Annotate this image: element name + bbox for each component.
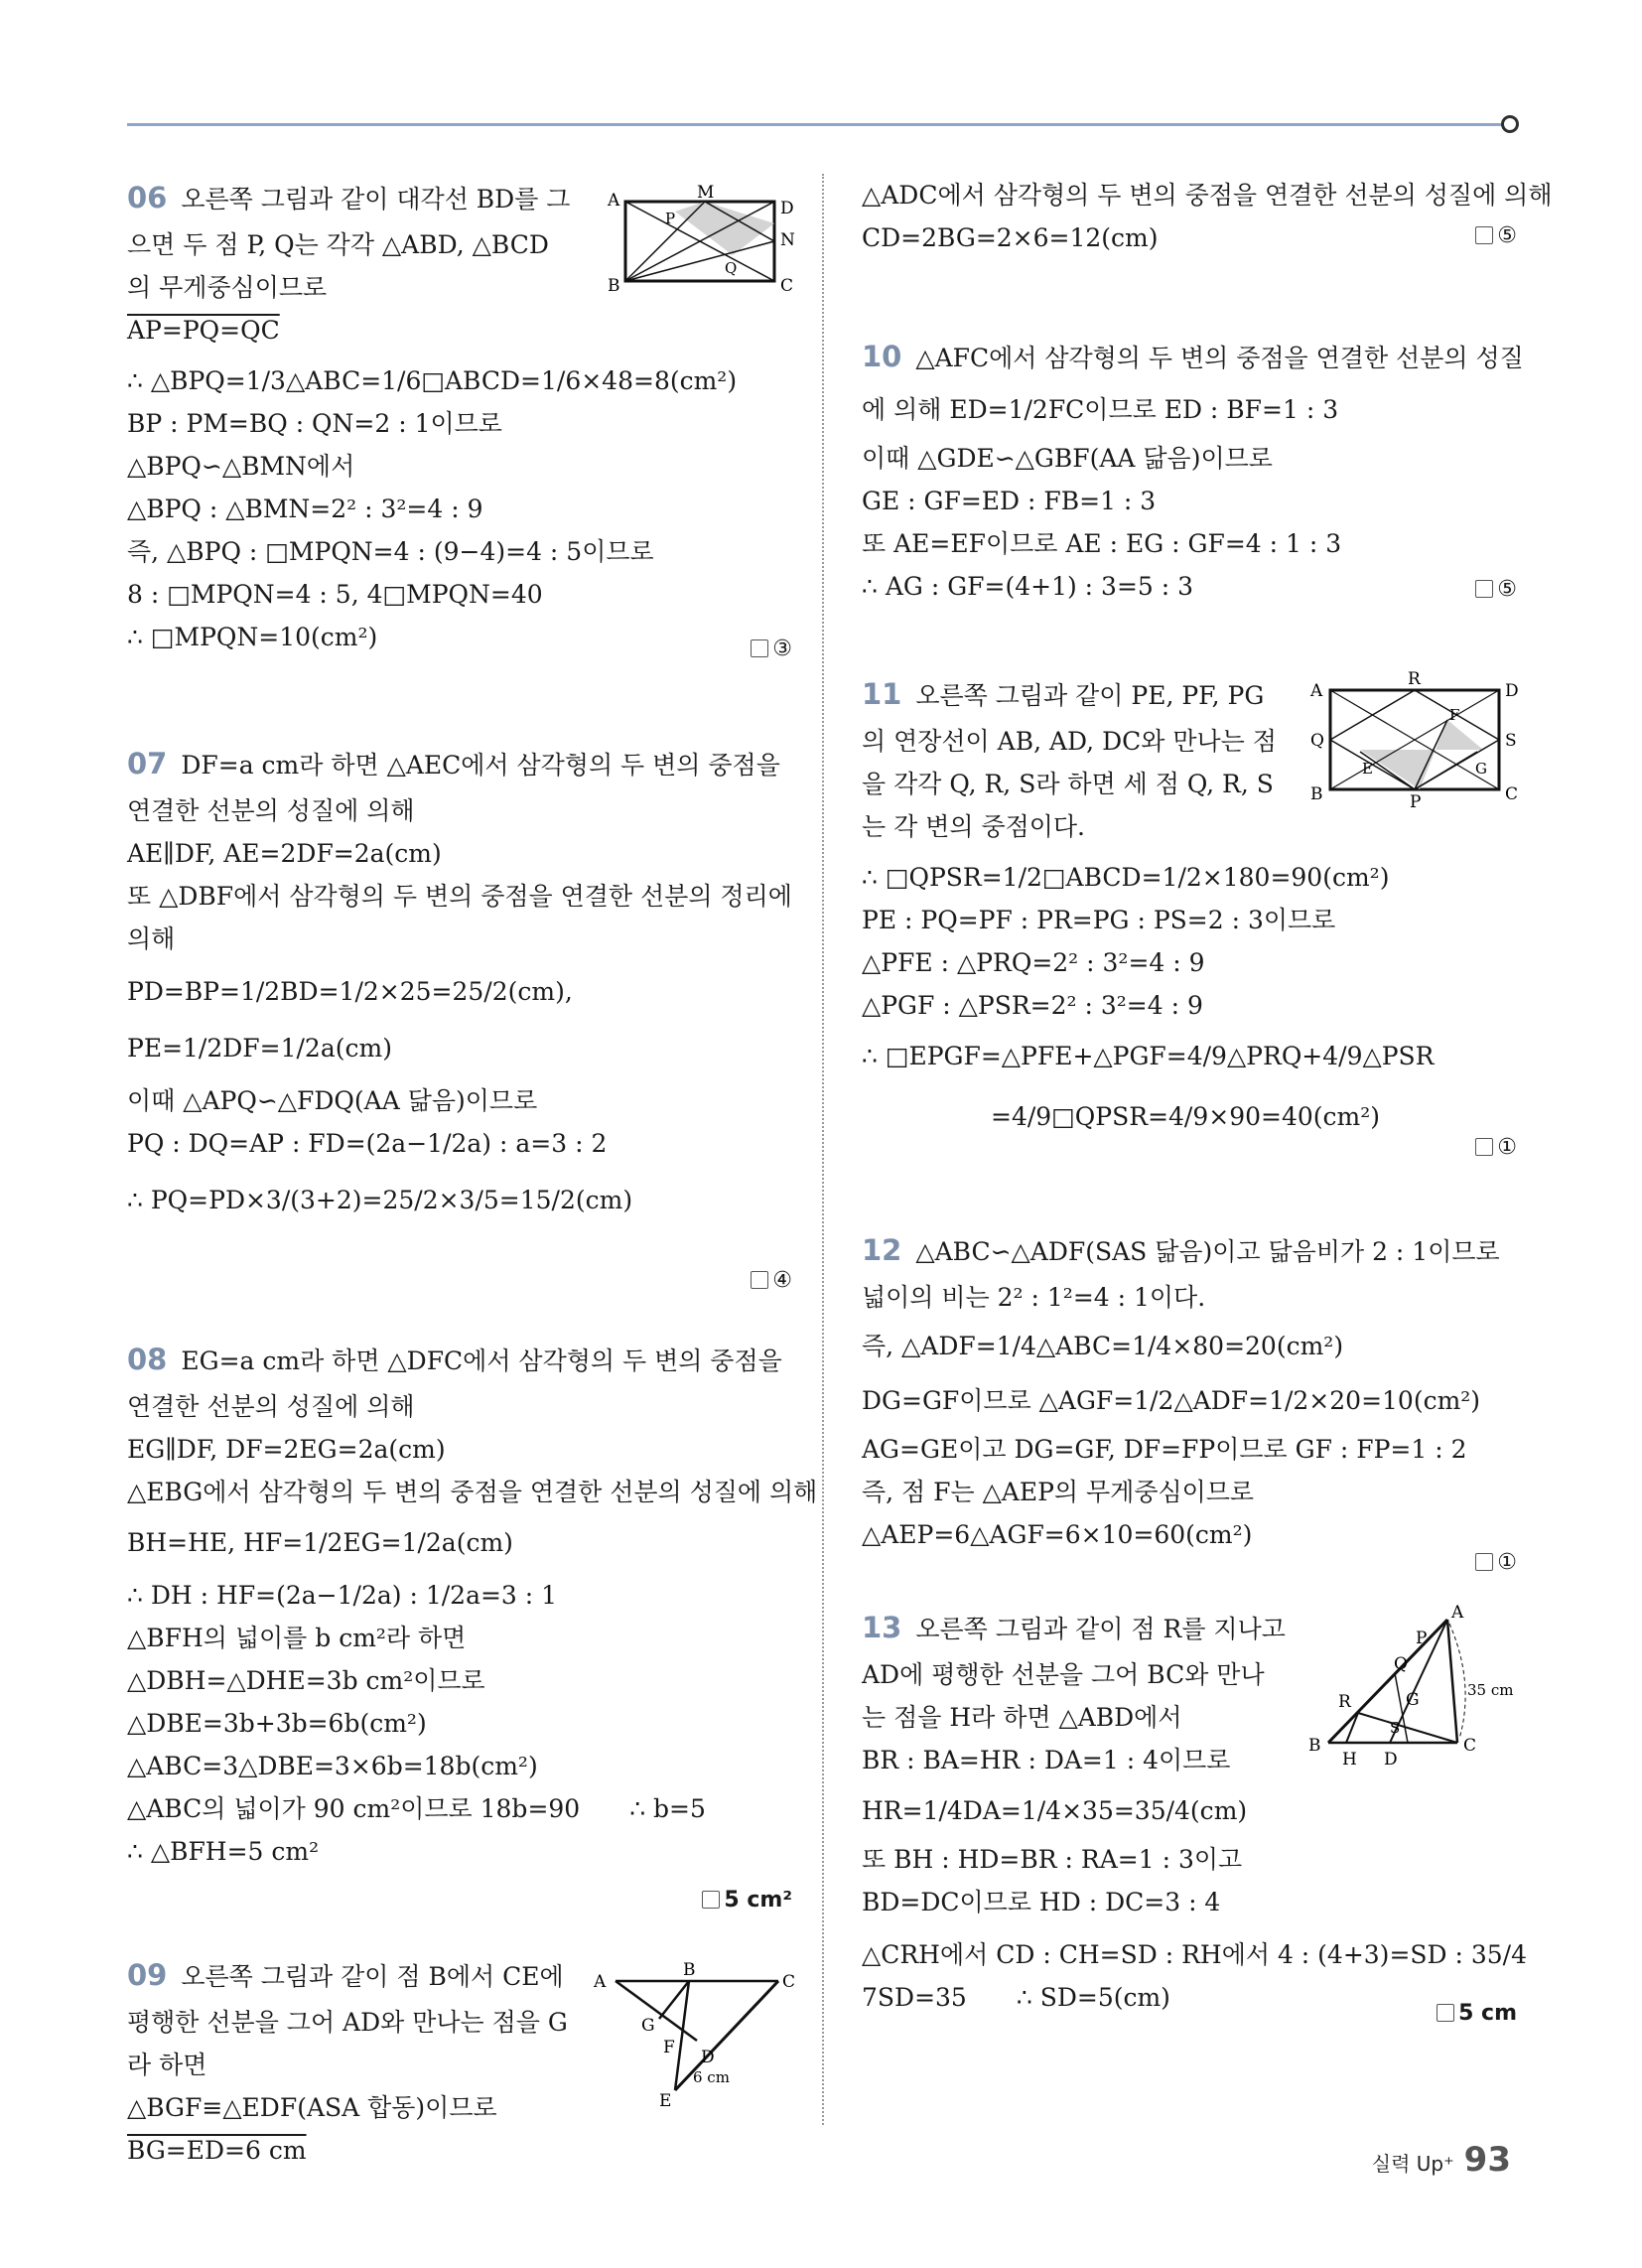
text-line: 오른쪽 그림과 같이 점 R를 지나고: [915, 1615, 1286, 1643]
text-line: AP=PQ=QC: [127, 315, 280, 345]
label-G: G: [641, 2016, 655, 2036]
label-Q: Q: [1310, 731, 1324, 751]
text-line: △ABC의 넓이가 90 cm²이므로 18b=90: [127, 1793, 581, 1823]
text-line: △ABC∽△ADF(SAS 닮음)이고 닮음비가 2 : 1이므로: [915, 1237, 1500, 1266]
text-line: 의 연장선이 AB, AD, DC와 만나는 점: [862, 726, 1277, 756]
label-M: M: [697, 184, 715, 203]
text-line: 으면 두 점 P, Q는 각각 △ABD, △BCD: [127, 229, 549, 259]
text-line: △BFH의 넓이를 b cm²라 하면: [127, 1623, 467, 1652]
answer-badge: ①: [1475, 1544, 1517, 1582]
text-line: GE : GF=ED : FB=1 : 3: [862, 486, 1157, 515]
problem-number: 11: [862, 677, 902, 711]
label-P: P: [1410, 792, 1422, 809]
label-G: G: [1475, 760, 1487, 778]
text-line: 연결한 선분의 성질에 의해: [127, 1391, 415, 1421]
text-line: 오른쪽 그림과 같이 점 B에서 CE에: [181, 1962, 564, 1991]
text-line: 즉, △ADF=1/4△ABC=1/4×80=20(cm²): [862, 1331, 1344, 1360]
answer-mark-icon: [1475, 1138, 1493, 1156]
answer-badge: ①: [1475, 1129, 1517, 1167]
problem-13: [862, 1604, 1528, 2041]
figure-rectangle-06: [604, 184, 812, 293]
column-divider: [822, 174, 824, 2125]
label-D: D: [780, 199, 794, 218]
text-line: △DBE=3b+3b=6b(cm²): [127, 1708, 427, 1738]
text-line: PE=1/2DF=1/2a(cm): [127, 1033, 392, 1063]
text-line: 넓이의 비는 2² : 1²=4 : 1이다.: [862, 1282, 1206, 1312]
label-Q: Q: [1394, 1654, 1408, 1674]
text-line: ∴ □EPGF=△PFE+△PGF=4/9△PRQ+4/9△PSR: [862, 1041, 1435, 1070]
text-line: EG∥DF, DF=2EG=2a(cm): [127, 1434, 446, 1464]
label-D: D: [1505, 681, 1519, 701]
text-line: ∴ □MPQN=10(cm²): [127, 622, 378, 651]
text-line: 에 의해 ED=1/2FC이므로 ED : BF=1 : 3: [862, 394, 1339, 424]
text-line: 즉, 점 F는 △AEP의 무게중심이므로: [862, 1477, 1255, 1506]
text-line: △PGF : △PSR=2² : 3²=4 : 9: [862, 990, 1203, 1020]
label-A: A: [608, 191, 620, 211]
text-line: 또 BH : HD=BR : RA=1 : 3이고: [862, 1844, 1243, 1874]
problem-06: [127, 174, 795, 680]
label-C: C: [780, 276, 794, 293]
problem-number: 10: [862, 340, 902, 373]
answer-mark-icon: [751, 1271, 768, 1289]
text-line: △AFC에서 삼각형의 두 변의 중점을 연결한 선분의 성질: [915, 344, 1524, 372]
label-N: N: [780, 230, 795, 250]
text-line: BD=DC이므로 HD : DC=3 : 4: [862, 1887, 1221, 1916]
label-B: B: [1308, 1736, 1321, 1756]
text-line: △ADC에서 삼각형의 두 변의 중점을 연결한 선분의 성질에 의해: [862, 181, 1553, 210]
label-F: F: [1449, 706, 1460, 724]
problem-number: 09: [127, 1958, 168, 1992]
label-G: G: [1406, 1690, 1420, 1710]
text-line: 이때 △GDE∽△GBF(AA 닮음)이므로: [862, 443, 1273, 473]
answer-mark-icon: [1475, 580, 1493, 598]
problem-12: [862, 1226, 1517, 1584]
text-line: ∴ PQ=PD×3/(3+2)=25/2×3/5=15/2(cm): [127, 1185, 633, 1214]
text-line: CD=2BG=2×6=12(cm): [862, 223, 1159, 252]
page-footer: [1372, 2140, 1511, 2180]
text-line: 는 점을 H라 하면 △ABD에서: [862, 1702, 1182, 1732]
label-D: D: [701, 2048, 715, 2067]
text-line: DF=a cm라 하면 △AEC에서 삼각형의 두 변의 중점을: [181, 751, 780, 780]
length-label: 6 cm: [693, 2068, 730, 2086]
text-line: HR=1/4DA=1/4×35=35/4(cm): [862, 1795, 1248, 1825]
problem-number: 08: [127, 1343, 168, 1376]
answer-mark-icon: [751, 639, 768, 657]
label-A: A: [1310, 681, 1323, 701]
text-line: △BGF≡△EDF(ASA 합동)이므로: [127, 2092, 497, 2122]
text-line: =4/9□QPSR=4/9×90=40(cm²): [991, 1101, 1381, 1131]
text-line: 는 각 변의 중점이다.: [862, 811, 1085, 841]
text-line: ∴ DH : HF=(2a−1/2a) : 1/2a=3 : 1: [127, 1580, 558, 1610]
figure-rectangle-11: [1308, 670, 1522, 809]
label-S: S: [1505, 731, 1517, 751]
text-line: 의 무게중심이므로: [127, 272, 328, 302]
label-E: E: [1362, 760, 1373, 778]
text-line: BH=HE, HF=1/2EG=1/2a(cm): [127, 1527, 513, 1557]
problem-08: [127, 1336, 818, 1941]
label-C: C: [1463, 1736, 1477, 1756]
answer-badge: ③: [751, 631, 792, 668]
label-B: B: [683, 1961, 696, 1980]
text-line: ∴ △BPQ=1/3△ABC=1/6□ABCD=1/6×48=8(cm²): [127, 365, 738, 395]
label-P: P: [1416, 1629, 1428, 1648]
label-H: H: [1342, 1750, 1357, 1770]
answer-badge: ⑤: [1475, 217, 1517, 255]
problem-09-continued: [862, 174, 1553, 273]
text-line: ∴ □QPSR=1/2□ABCD=1/2×180=90(cm²): [862, 862, 1390, 892]
text-line: 또 △DBF에서 삼각형의 두 변의 중점을 연결한 선분의 정리에: [127, 881, 792, 911]
text-line: ∴ SD=5(cm): [1016, 1982, 1170, 2012]
text-line: △CRH에서 CD : CH=SD : RH에서 4 : (4+3)=SD : 35/4: [862, 1939, 1528, 1969]
label-A: A: [1451, 1604, 1464, 1623]
text-line: △BPQ∽△BMN에서: [127, 451, 355, 481]
text-line: △AEP=6△AGF=6×10=60(cm²): [862, 1519, 1253, 1549]
text-line: AE∥DF, AE=2DF=2a(cm): [127, 838, 442, 868]
text-line: ∴ AG : GF=(4+1) : 3=5 : 3: [862, 571, 1194, 601]
text-line: 8 : □MPQN=4 : 5, 4□MPQN=40: [127, 579, 543, 609]
answer-badge: 5 cm²: [702, 1882, 792, 1919]
text-line: AG=GE이고 DG=GF, DF=FP이므로 GF : FP=1 : 2: [862, 1434, 1467, 1464]
left-column: [127, 174, 818, 2170]
problem-number: 06: [127, 181, 168, 214]
problem-number: 13: [862, 1611, 902, 1644]
problem-09: [127, 1951, 796, 2170]
text-line: PQ : DQ=AP : FD=(2a−1/2a) : a=3 : 2: [127, 1128, 608, 1158]
text-line: PE : PQ=PF : PR=PG : PS=2 : 3이므로: [862, 905, 1336, 934]
text-line: 평행한 선분을 그어 AD와 만나는 점을 G: [127, 2007, 568, 2037]
text-line: DG=GF이므로 △AGF=1/2△ADF=1/2×20=10(cm²): [862, 1385, 1481, 1415]
answer-mark-icon: [1475, 1553, 1493, 1571]
answer-mark-icon: [1475, 226, 1493, 244]
label-R: R: [1338, 1692, 1351, 1712]
text-line: 연결한 선분의 성질에 의해: [127, 795, 415, 825]
label-S: S: [1390, 1719, 1401, 1737]
text-line: ∴ b=5: [629, 1793, 706, 1823]
text-line: △PFE : △PRQ=2² : 3²=4 : 9: [862, 947, 1205, 977]
text-line: 또 AE=EF이므로 AE : EG : GF=4 : 1 : 3: [862, 528, 1342, 558]
label-C: C: [782, 1972, 796, 1992]
label-B: B: [1310, 784, 1323, 804]
figure-triangle-09: [590, 1961, 798, 2110]
answer-badge: 5 cm: [1437, 1995, 1517, 2033]
text-line: 7SD=35: [862, 1982, 967, 2012]
header-rule-dot: [1501, 115, 1519, 133]
text-line: 을 각각 Q, R, S라 하면 세 점 Q, R, S: [862, 769, 1274, 798]
label-F: F: [663, 2038, 675, 2057]
answer-mark-icon: [1437, 2004, 1454, 2022]
label-C: C: [1505, 784, 1519, 804]
length-label: 35 cm: [1467, 1681, 1514, 1699]
problem-number: 07: [127, 747, 168, 780]
text-line: PD=BP=1/2BD=1/2×25=25/2(cm),: [127, 976, 573, 1006]
answer-mark-icon: [702, 1891, 720, 1909]
page-number: 93: [1463, 2140, 1511, 2180]
problem-10: [862, 333, 1524, 631]
answer-badge: ⑤: [1475, 571, 1517, 609]
label-Q: Q: [725, 259, 738, 277]
text-line: △EBG에서 삼각형의 두 변의 중점을 연결한 선분의 성질에 의해: [127, 1477, 818, 1506]
label-R: R: [1408, 670, 1421, 689]
text-line: 즉, △BPQ : □MPQN=4 : (9−4)=4 : 5이므로: [127, 536, 654, 566]
text-line: △BPQ : △BMN=2² : 3²=4 : 9: [127, 494, 483, 523]
text-line: △DBH=△DHE=3b cm²이므로: [127, 1665, 485, 1695]
label-A: A: [594, 1972, 607, 1992]
text-line: 오른쪽 그림과 같이 대각선 BD를 그: [181, 185, 571, 213]
label-B: B: [608, 276, 620, 293]
problem-number: 12: [862, 1233, 902, 1267]
text-line: △ABC=3△DBE=3×6b=18b(cm²): [127, 1751, 538, 1780]
text-line: BR : BA=HR : DA=1 : 4이므로: [862, 1745, 1231, 1774]
header-rule: [127, 123, 1509, 126]
answer-badge: ④: [751, 1262, 792, 1300]
problem-11: [862, 670, 1517, 1187]
text-line: EG=a cm라 하면 △DFC에서 삼각형의 두 변의 중점을: [181, 1347, 782, 1375]
text-line: BP : PM=BQ : QN=2 : 1이므로: [127, 408, 502, 438]
footer-label: 실력 Up⁺: [1371, 2152, 1454, 2176]
text-line: BG=ED=6 cm: [127, 2135, 307, 2165]
text-line: 의해: [127, 923, 176, 953]
label-E: E: [659, 2091, 672, 2110]
problem-07: [127, 740, 792, 1336]
text-line: 이때 △APQ∽△FDQ(AA 닮음)이므로: [127, 1085, 538, 1115]
right-column: [862, 174, 1553, 2041]
text-line: 오른쪽 그림과 같이 PE, PF, PG: [915, 681, 1265, 710]
text-line: 라 하면: [127, 2050, 207, 2079]
text-line: AD에 평행한 선분을 그어 BC와 만나: [862, 1659, 1265, 1689]
label-D: D: [1384, 1750, 1398, 1770]
text-line: ∴ △BFH=5 cm²: [127, 1836, 320, 1866]
label-P: P: [665, 210, 676, 227]
figure-triangle-13: [1299, 1604, 1517, 1772]
